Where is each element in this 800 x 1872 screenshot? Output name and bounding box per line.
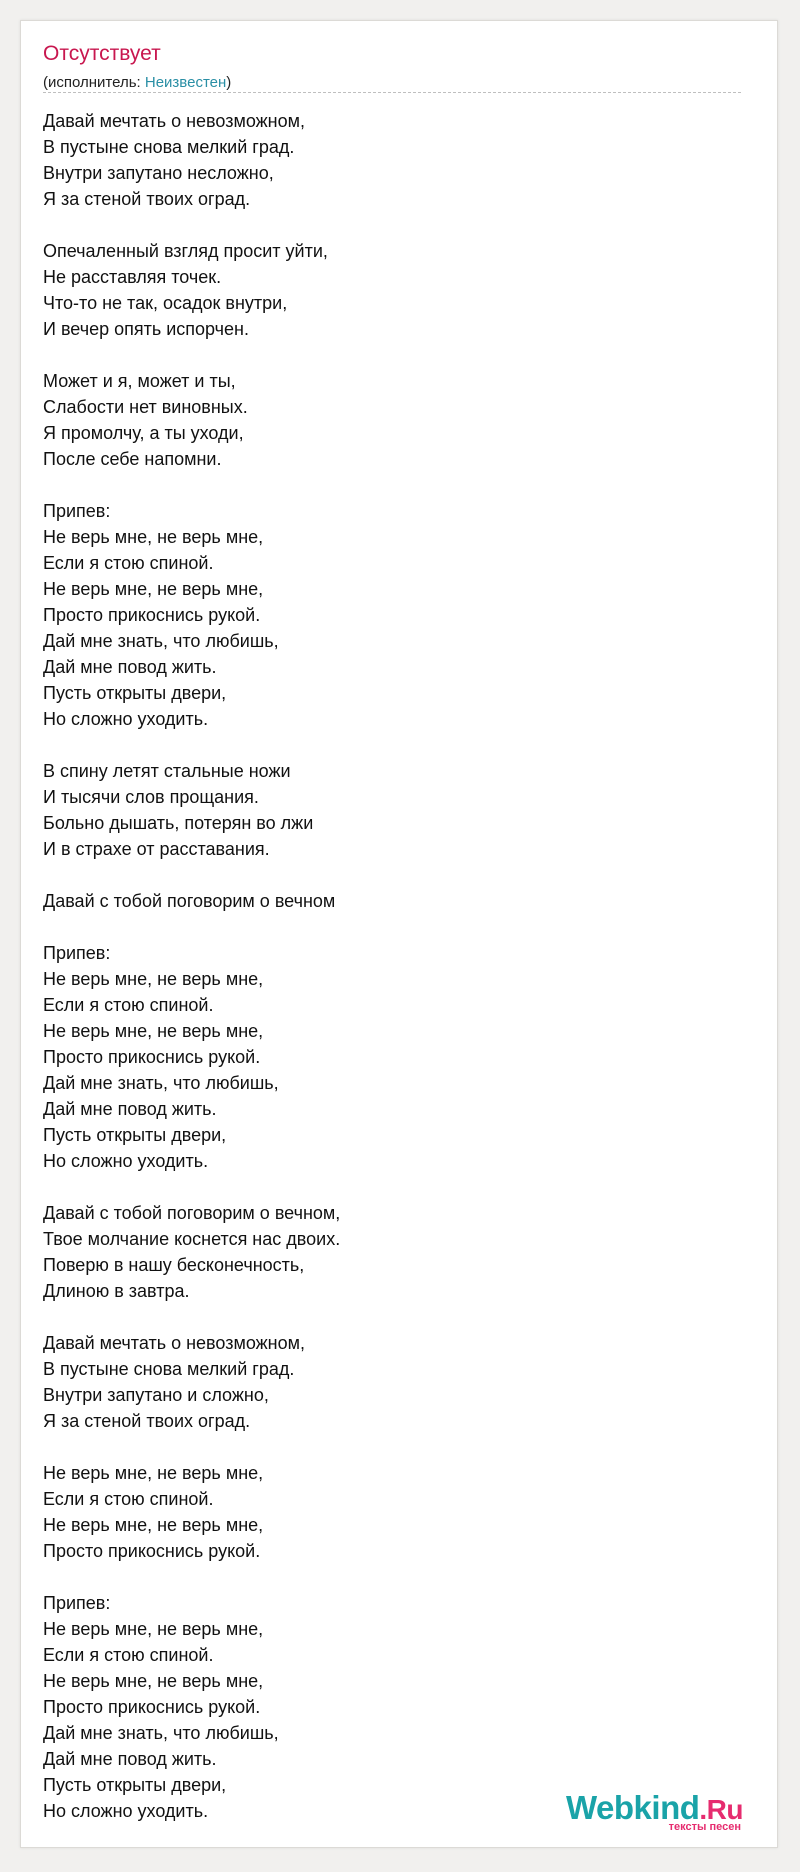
lyric-line: Пусть открыты двери, [43,1125,227,1145]
lyrics-stanza [43,108,723,212]
lyric-line: Опечаленный взгляд просит уйти, [43,241,328,261]
lyrics-stanza [43,238,723,342]
lyrics-stanza [43,888,723,914]
lyric-line: Не расставляя точек. [43,267,222,287]
logo-ru-text: .Ru [699,1794,743,1825]
lyric-line: Не верь мне, не верь мне, [43,969,264,989]
lyric-line: Если я стою спиной. [43,553,214,573]
lyric-line: И вечер опять испорчен. [43,319,249,339]
lyric-line: Просто прикоснись рукой. [43,605,261,625]
lyric-line: Длиною в завтра. [43,1281,190,1301]
lyric-line: Припев: [43,501,111,521]
lyric-line: Просто прикоснись рукой. [43,1697,261,1717]
artist-link[interactable]: Неизвестен [144,74,227,91]
logo-tagline: тексты песен [668,1821,741,1833]
lyric-line: Но сложно уходить. [43,709,209,729]
lyrics-stanza [43,1330,723,1434]
lyric-line: Может и я, может и ты, [43,371,236,391]
lyrics-stanza [43,940,723,1174]
lyric-line: Дай мне знать, что любишь, [43,1073,279,1093]
lyric-line: Поверю в нашу бесконечность, [43,1255,305,1275]
lyric-line: После себе напомни. [43,449,222,469]
lyric-line: Твое молчание коснется нас двоих. [43,1229,341,1249]
lyric-line: Давай мечтать о невозможном, [43,111,306,131]
lyric-line: Просто прикоснись рукой. [43,1541,261,1561]
lyric-line: Не верь мне, не верь мне, [43,1021,264,1041]
lyric-line: Не верь мне, не верь мне, [43,1463,264,1483]
lyric-line: Припев: [43,943,111,963]
lyric-line: И в страхе от расставания. [43,839,270,859]
lyric-line: Я за стеной твоих оград. [43,189,251,209]
lyric-line: В пустыне снова мелкий град. [43,1359,295,1379]
byline-prefix: (исполнитель: [43,74,145,91]
lyrics-stanza [43,498,723,732]
lyric-line: Давай с тобой поговорим о вечном [43,891,336,911]
lyrics-card [20,20,778,1848]
lyric-line: Если я стою спиной. [43,1645,214,1665]
lyric-line: Но сложно уходить. [43,1801,209,1821]
lyric-line: Я промолчу, а ты уходи, [43,423,244,443]
lyric-line: Просто прикоснись рукой. [43,1047,261,1067]
lyric-line: Припев: [43,1593,111,1613]
lyrics-stanza [43,368,723,472]
lyric-line: Что-то не так, осадок внутри, [43,293,288,313]
lyric-line: Дай мне повод жить. [43,1749,217,1769]
lyric-line: Внутри запутано несложно, [43,163,274,183]
title-divider [43,92,741,93]
lyrics-stanza [43,1460,723,1564]
song-title: Отсутствует [43,42,161,65]
lyrics-text [43,108,723,1850]
lyric-line: В спину летят стальные ножи [43,761,291,781]
lyric-line: Слабости нет виновных. [43,397,248,417]
lyric-line: Если я стою спиной. [43,995,214,1015]
lyric-line: Не верь мне, не верь мне, [43,527,264,547]
lyric-line: Не верь мне, не верь мне, [43,1619,264,1639]
logo-web-text: Webkind [565,1789,700,1826]
lyric-line: Дай мне знать, что любишь, [43,1723,279,1743]
lyric-line: И тысячи слов прощания. [43,787,259,807]
lyric-line: Больно дышать, потерян во лжи [43,813,314,833]
lyrics-stanza [43,1200,723,1304]
lyric-line: Я за стеной твоих оград. [43,1411,251,1431]
lyric-line: Дай мне повод жить. [43,657,217,677]
lyric-line: Не верь мне, не верь мне, [43,1671,264,1691]
lyric-line: Внутри запутано и сложно, [43,1385,269,1405]
lyrics-stanza [43,758,723,862]
artist-byline [43,75,231,90]
lyric-line: Давай мечтать о невозможном, [43,1333,306,1353]
lyric-line: Не верь мне, не верь мне, [43,1515,264,1535]
site-logo[interactable] [566,1791,743,1833]
lyric-line: Но сложно уходить. [43,1151,209,1171]
lyric-line: Дай мне знать, что любишь, [43,631,279,651]
lyric-line: В пустыне снова мелкий град. [43,137,295,157]
lyric-line: Пусть открыты двери, [43,683,227,703]
lyric-line: Не верь мне, не верь мне, [43,579,264,599]
lyric-line: Пусть открыты двери, [43,1775,227,1795]
lyric-line: Дай мне повод жить. [43,1099,217,1119]
lyric-line: Давай с тобой поговорим о вечном, [43,1203,341,1223]
lyric-line: Если я стою спиной. [43,1489,214,1509]
byline-suffix: ) [226,74,232,91]
